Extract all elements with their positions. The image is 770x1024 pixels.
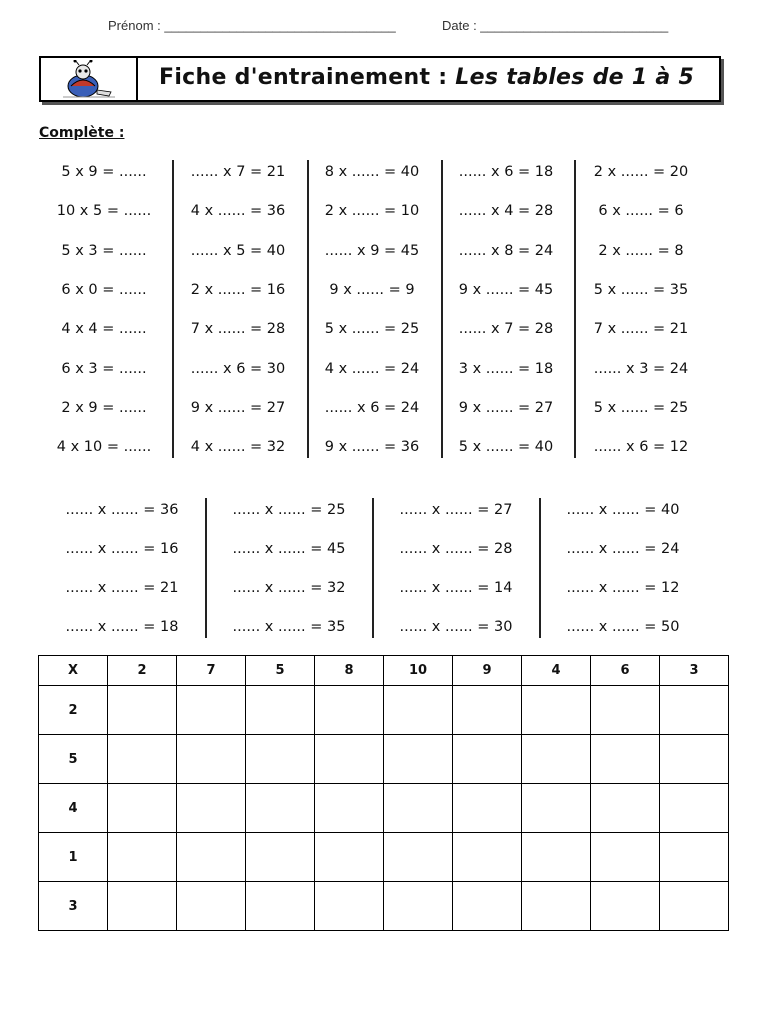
equation-item[interactable]: 5 x ...... = 25	[324, 321, 420, 338]
equation-item[interactable]: ...... x ...... = 18	[65, 619, 179, 635]
equation-item[interactable]: ...... x 6 = 30	[190, 360, 286, 377]
equation-item[interactable]: 2 x 9 = ......	[61, 399, 147, 416]
equation-item[interactable]: 9 x ...... = 45	[458, 281, 554, 298]
equation-item[interactable]: ...... x ...... = 32	[232, 580, 346, 596]
grid-answer-cell[interactable]	[384, 833, 453, 882]
multiplication-grid	[38, 655, 729, 931]
equation-item[interactable]: ...... x ...... = 40	[566, 502, 680, 518]
grid-column-header: 3	[660, 656, 729, 686]
ladybug-mascot-icon	[59, 60, 119, 100]
equation-item[interactable]: ...... x 3 = 24	[593, 360, 689, 377]
equation-item[interactable]: 9 x ...... = 9	[329, 281, 415, 298]
equation-item[interactable]: 5 x ...... = 25	[593, 399, 689, 416]
grid-answer-cell[interactable]	[108, 686, 177, 735]
grid-answer-cell[interactable]	[108, 833, 177, 882]
grid-row	[39, 686, 729, 735]
grid-answer-cell[interactable]	[660, 833, 729, 882]
equation-item[interactable]: ...... x 6 = 24	[324, 399, 420, 416]
grid-answer-cell[interactable]	[591, 833, 660, 882]
logo-cell	[41, 58, 138, 100]
grid-column-header: 5	[246, 656, 315, 686]
equation-item[interactable]: 6 x 0 = ......	[61, 281, 147, 298]
equation-item[interactable]: 6 x 3 = ......	[61, 360, 147, 377]
title-banner	[39, 56, 721, 102]
grid-answer-cell[interactable]	[384, 882, 453, 931]
grid-corner-cell: X	[39, 656, 108, 686]
grid-answer-cell[interactable]	[453, 686, 522, 735]
equation-item[interactable]: 9 x ...... = 27	[458, 399, 554, 416]
equation-item[interactable]: 9 x ...... = 27	[190, 399, 286, 416]
equation-item[interactable]: ...... x ...... = 14	[399, 580, 513, 596]
instruction-label: Complète :	[39, 125, 125, 141]
grid-answer-cell[interactable]	[591, 735, 660, 784]
equation-item[interactable]: ...... x ...... = 24	[566, 541, 680, 557]
equation-item[interactable]: 3 x ...... = 18	[458, 360, 554, 377]
grid-column-header: 10	[384, 656, 453, 686]
grid-answer-cell[interactable]	[522, 686, 591, 735]
equation-item[interactable]: ...... x ...... = 50	[566, 619, 680, 635]
grid-answer-cell[interactable]	[108, 882, 177, 931]
equation-item[interactable]: ...... x 5 = 40	[190, 242, 286, 259]
equation-item[interactable]: ...... x ...... = 36	[65, 502, 179, 518]
equation-item[interactable]: 7 x ...... = 28	[190, 321, 286, 338]
grid-answer-cell[interactable]	[591, 686, 660, 735]
grid-answer-cell[interactable]	[453, 735, 522, 784]
title-subject: Les tables de 1 à 5	[455, 65, 695, 90]
grid-answer-cell[interactable]	[453, 784, 522, 833]
grid-column-header: 7	[177, 656, 246, 686]
equation-item[interactable]: 4 x 10 = ......	[56, 439, 152, 456]
equation-item[interactable]: ...... x ...... = 21	[65, 580, 179, 596]
grid-answer-cell[interactable]	[384, 735, 453, 784]
grid-row-header: 1	[39, 833, 108, 882]
grid-answer-cell[interactable]	[591, 882, 660, 931]
grid-row-header: 5	[39, 735, 108, 784]
grid-row-header: 4	[39, 784, 108, 833]
grid-answer-cell[interactable]	[453, 833, 522, 882]
grid-row	[39, 735, 729, 784]
equation-item[interactable]: ...... x 7 = 21	[190, 164, 286, 180]
grid-answer-cell[interactable]	[384, 686, 453, 735]
equation-item[interactable]: 2 x ...... = 10	[324, 203, 420, 220]
grid-row-header: 2	[39, 686, 108, 735]
grid-column-header: 6	[591, 656, 660, 686]
grid-answer-cell[interactable]	[177, 686, 246, 735]
equation-item[interactable]: 5 x 3 = ......	[61, 242, 147, 259]
equation-item[interactable]: 5 x 9 = ......	[61, 164, 147, 180]
grid-answer-cell[interactable]	[591, 784, 660, 833]
equation-item[interactable]: ...... x 7 = 28	[458, 321, 554, 338]
equation-item[interactable]: ...... x ...... = 12	[566, 580, 680, 596]
grid-row	[39, 784, 729, 833]
grid-answer-cell[interactable]	[246, 882, 315, 931]
grid-answer-cell[interactable]	[246, 686, 315, 735]
grid-answer-cell[interactable]	[315, 784, 384, 833]
equation-item[interactable]: 4 x ...... = 32	[190, 439, 286, 456]
grid-row	[39, 833, 729, 882]
grid-answer-cell[interactable]	[108, 784, 177, 833]
grid-answer-cell[interactable]	[453, 882, 522, 931]
equation-item[interactable]: 4 x ...... = 24	[324, 360, 420, 377]
equation-item[interactable]: 4 x ...... = 36	[190, 203, 286, 220]
equation-item[interactable]: ...... x 8 = 24	[458, 242, 554, 259]
equation-item[interactable]: 7 x ...... = 21	[593, 321, 689, 338]
grid-answer-cell[interactable]	[177, 833, 246, 882]
equation-item[interactable]: ...... x ...... = 45	[232, 541, 346, 557]
column-divider	[441, 160, 443, 458]
grid-column-header: 4	[522, 656, 591, 686]
column-divider	[372, 498, 374, 638]
column-divider	[172, 160, 174, 458]
equation-item[interactable]: 2 x ...... = 20	[593, 164, 689, 180]
equation-item[interactable]: ...... x ...... = 35	[232, 619, 346, 635]
grid-answer-cell[interactable]	[522, 735, 591, 784]
grid-column-header: 9	[453, 656, 522, 686]
equation-item[interactable]: 2 x ...... = 16	[190, 281, 286, 298]
equation-item[interactable]: ...... x ...... = 28	[399, 541, 513, 557]
equation-item[interactable]: ...... x ...... = 27	[399, 502, 513, 518]
equation-item[interactable]: ...... x ...... = 25	[232, 502, 346, 518]
grid-answer-cell[interactable]	[177, 784, 246, 833]
date-field[interactable]: Date : __________________________	[442, 18, 669, 33]
grid-answer-cell[interactable]	[177, 882, 246, 931]
equation-item[interactable]: 5 x ...... = 35	[593, 281, 689, 298]
equation-item[interactable]: ...... x ...... = 30	[399, 619, 513, 635]
grid-answer-cell[interactable]	[660, 735, 729, 784]
grid-header-row	[39, 656, 729, 686]
equation-item[interactable]: 5 x ...... = 40	[458, 439, 554, 456]
grid-answer-cell[interactable]	[660, 686, 729, 735]
title-main: Fiche d'entrainement :	[159, 65, 456, 90]
grid-row	[39, 882, 729, 931]
equation-item[interactable]: ...... x 4 = 28	[458, 203, 554, 220]
grid-answer-cell[interactable]	[522, 784, 591, 833]
column-divider	[539, 498, 541, 638]
prenom-field[interactable]: Prénom : ________________________________	[108, 18, 396, 33]
grid-column-header: 8	[315, 656, 384, 686]
grid-column-header: 2	[108, 656, 177, 686]
equation-item[interactable]: ...... x ...... = 16	[65, 541, 179, 557]
grid-answer-cell[interactable]	[315, 882, 384, 931]
grid-answer-cell[interactable]	[660, 784, 729, 833]
equation-item[interactable]: 6 x ...... = 6	[598, 203, 684, 220]
equation-item[interactable]: 9 x ...... = 36	[324, 439, 420, 456]
page-title	[159, 65, 694, 90]
grid-answer-cell[interactable]	[522, 833, 591, 882]
grid-answer-cell[interactable]	[108, 735, 177, 784]
grid-answer-cell[interactable]	[384, 784, 453, 833]
grid-answer-cell[interactable]	[315, 833, 384, 882]
equation-item[interactable]: ...... x 6 = 18	[458, 164, 554, 180]
grid-answer-cell[interactable]	[522, 882, 591, 931]
grid-answer-cell[interactable]	[246, 784, 315, 833]
grid-answer-cell[interactable]	[246, 833, 315, 882]
column-divider	[205, 498, 207, 638]
grid-answer-cell[interactable]	[246, 735, 315, 784]
grid-answer-cell[interactable]	[315, 735, 384, 784]
grid-answer-cell[interactable]	[177, 735, 246, 784]
grid-row-header: 3	[39, 882, 108, 931]
column-divider	[574, 160, 576, 458]
grid-answer-cell[interactable]	[660, 882, 729, 931]
grid-answer-cell[interactable]	[315, 686, 384, 735]
equation-item[interactable]: 10 x 5 = ......	[56, 203, 152, 220]
equation-item[interactable]: 2 x ...... = 8	[598, 242, 684, 259]
equation-item[interactable]: ...... x 6 = 12	[593, 439, 689, 456]
column-divider	[307, 160, 309, 458]
equation-item[interactable]: 8 x ...... = 40	[324, 164, 420, 180]
equation-item[interactable]: 4 x 4 = ......	[61, 321, 147, 338]
equation-item[interactable]: ...... x 9 = 45	[324, 242, 420, 259]
